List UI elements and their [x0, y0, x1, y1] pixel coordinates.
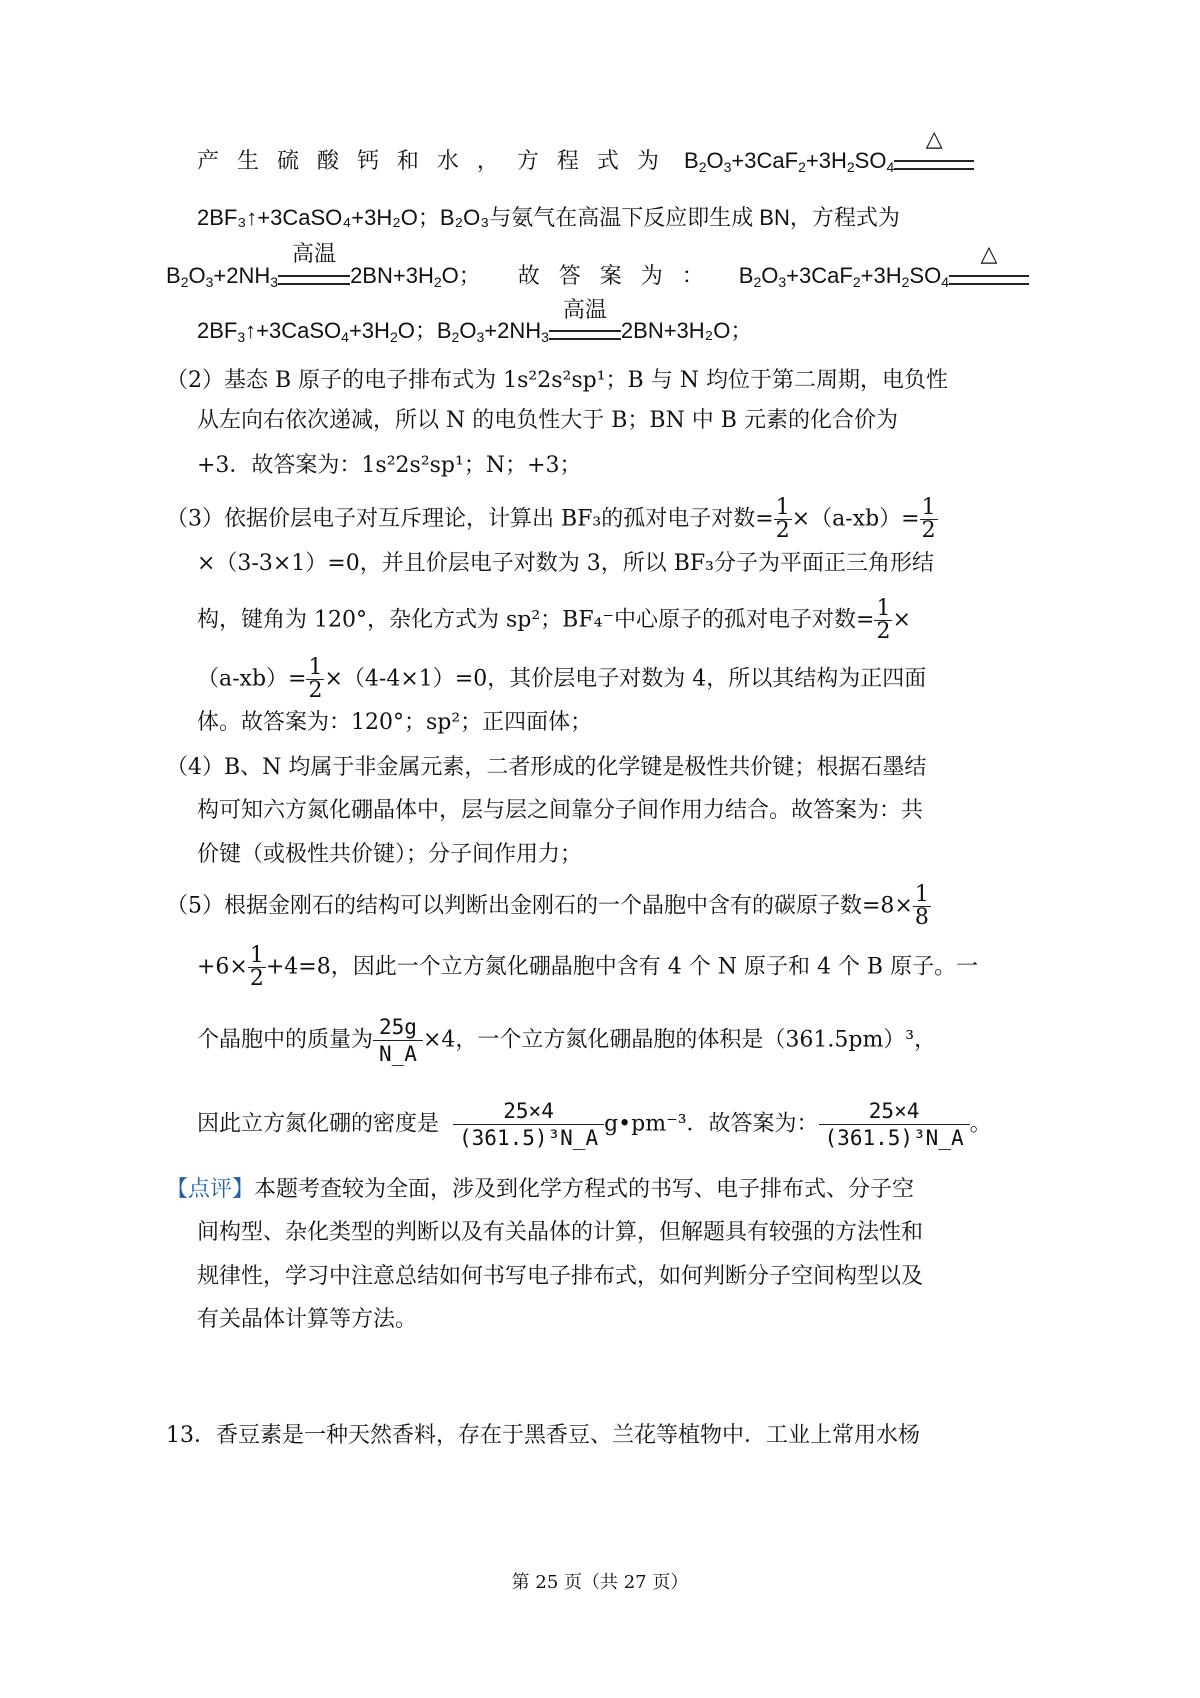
high-temp-arrow-2: 高温 [549, 317, 621, 347]
comment-line-4: 有关晶体计算等方法。 [197, 1307, 418, 1332]
delta-symbol: △ [925, 127, 943, 152]
eq-line-2: 2BF₃↑+3CaSO₄+3H₂O；B₂O₃与氨气在高温下反应即生成 BN，方程式为 [197, 205, 900, 230]
fraction-density-answer: $\frac{25\times 4}{\text{(361.5)³N\_A}}$ [819, 1098, 970, 1151]
part-5-line-1: （5）根据金刚石的结构可以判断出金刚石的一个晶胞中含有的碳原子数=8× $\frac{1}{8}$ [166, 882, 929, 930]
high-temp-arrow: 高温 [278, 262, 350, 292]
fraction-half: $\frac{1}{2}$ [775, 495, 790, 543]
fraction-density: $\frac{25\times 4}{\text{(361.5)³N\_A}}$ [453, 1098, 604, 1151]
part-4-line-3: 价键（或极性共价键）；分子间作用力； [197, 842, 583, 867]
fraction-half: $\frac{1}{2}$ [921, 495, 936, 543]
answer-label: 故 答 案 为 ： [517, 264, 710, 289]
fraction-eighth: $\frac{1}{8}$ [914, 882, 929, 930]
eq-line-1 [197, 127, 943, 177]
part-3-line-4: （a-xb）= $\frac{1}{2}$ ×（4-4×1）=0，其价层电子对数为 4，所以其结构为正四面 [197, 655, 927, 703]
fraction-mass: $\frac{25g}{N\_A}$ [373, 1014, 423, 1067]
eq-line-3: $B_2O_3+2NH_3$ 高温 $2BN+3H_2O$； 故 答 案 为 ： $B_2O_3+3CaF_2+3H_2SO_4$ △ [166, 261, 944, 292]
part-5-line-3: 个晶胞中的质量为 $\frac{25g}{N\_A}$ ×4，一个立方氮化硼晶胞的体积是（361.5pm）³， [197, 1015, 937, 1066]
part-4-line-1: （4）B、N 均属于非金属元素，二者形成的化学键是极性共价键；根据石墨结 [166, 755, 927, 780]
comment-line-1: 【点评】本题考查较为全面，涉及到化学方程式的书写、电子排布式、分子空 [166, 1177, 915, 1202]
heat-arrow-2: △ [949, 262, 1029, 292]
eq-line-1-lead: 产 生 硫 酸 钙 和 水 ， 方 程 式 为 [197, 149, 659, 174]
page-footer: 第 25 页（共 27 页） [511, 1572, 689, 1593]
part-3-line-1: （3）依据价层电子对互斥理论，计算出 BF₃的孤对电子对数= $\frac{1}{2}$ ×（a-xb）= $\frac{1}{2}$ [166, 495, 936, 543]
eq-reactants: $B_2O_3+3CaF_2+3H_2SO_4$ [684, 148, 895, 175]
fraction-half: $\frac{1}{2}$ [876, 596, 891, 644]
part-5-line-4: 因此立方氮化硼的密度是 $\frac{25\times 4}{\text{(361.5)³N\_A}}$ g•pm⁻³．故答案为： $\frac{25\times 4}{\text{(361.5)³N\_A}}$ 。 [197, 1099, 992, 1150]
eq-line-4: $2BF_3↑+3CaSO_4+3H_2O$；$B_2O_3+2NH_3$ 高温 2BN+3H₂O； [197, 316, 752, 347]
heat-arrow [894, 127, 974, 177]
part-3-line-5: 体。故答案为：120°；sp²；正四面体； [197, 710, 593, 735]
part-3-line-2: ×（3-3×1）=0，并且价层电子对数为 3，所以 BF₃分子为平面正三角形结 [197, 551, 934, 576]
question-13: 13．香豆素是一种天然香料，存在于黑香豆、兰花等植物中．工业上常用水杨 [166, 1423, 920, 1448]
comment-tag: 【点评】 [166, 1177, 255, 1202]
part-5-line-2: +6× $\frac{1}{2}$ +4=8，因此一个立方氮化硼晶胞中含有 4 个 N 原子和 4 个 B 原子。一 [197, 943, 979, 991]
part-2-line-2: 从左向右依次递减，所以 N 的电负性大于 B；BN 中 B 元素的化合价为 [197, 408, 898, 433]
part-3-line-3: 构，键角为 120°，杂化方式为 sp²；BF₄⁻中心原子的孤对电子对数= $\frac{1}{2}$ × [197, 596, 911, 644]
fraction-half: $\frac{1}{2}$ [249, 943, 264, 991]
fraction-half: $\frac{1}{2}$ [308, 655, 323, 703]
comment-line-2: 间构型、杂化类型的判断以及有关晶体的计算，但解题具有较强的方法性和 [197, 1220, 924, 1245]
part-4-line-2: 构可知六方氮化硼晶体中，层与层之间靠分子间作用力结合。故答案为：共 [197, 798, 924, 823]
part-2-line-3: +3．故答案为：1s²2s²sp¹；N；+3； [197, 453, 582, 478]
part-2-line-1: （2）基态 B 原子的电子排布式为 1s²2s²sp¹；B 与 N 均位于第二周期，电负性 [166, 368, 948, 393]
comment-line-3: 规律性，学习中注意总结如何书写电子排布式，如何判断分子空间构型以及 [197, 1264, 924, 1289]
